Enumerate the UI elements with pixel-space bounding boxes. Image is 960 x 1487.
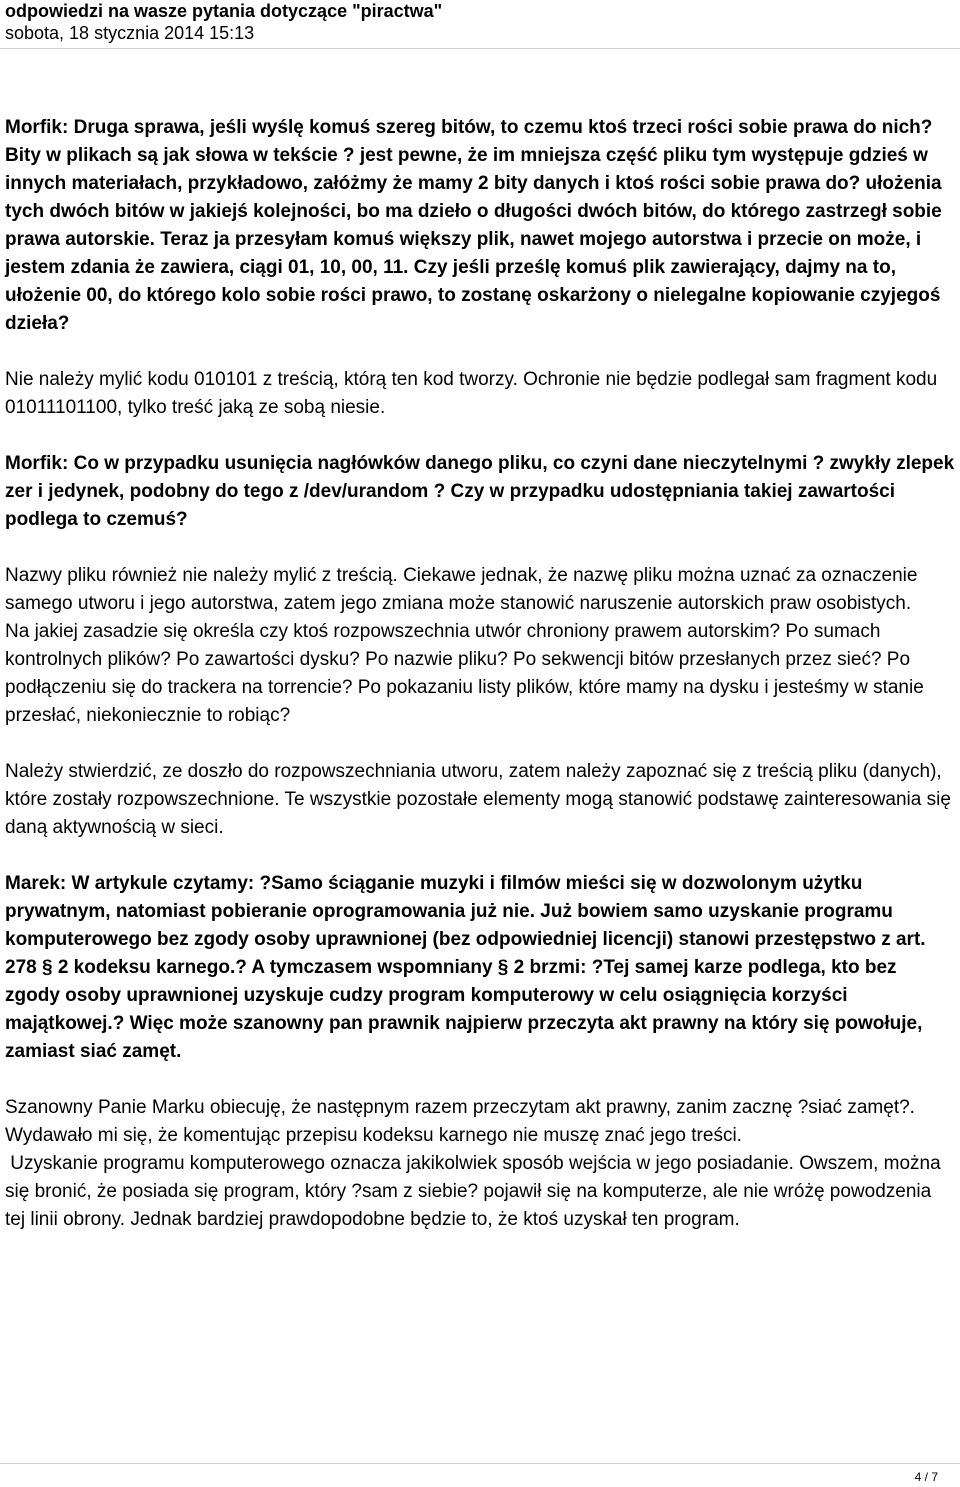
- paragraph-gap: [5, 842, 955, 870]
- paragraph-answer-3: Należy stwierdzić, ze doszło do rozpowszechniania utworu, zatem należy zapoznać się z treścią pliku (danych), które zostały rozpowszechnione. Te wszystkie pozostałe elementy mogą stanowić podstawę zainteresowania się daną aktywnością w sieci.: [5, 761, 957, 838]
- document-body: [5, 114, 960, 1234]
- paragraph-question-3: Marek: W artykule czytamy: ?Samo ściąganie muzyki i filmów mieści się w dozwolonym użytku prywatnym, natomiast pobieranie oprogramowania już nie. Już bowiem samo uzyskanie programu komputerowego bez zgody osoby uprawnionej (bez odpowiedniej licencji) stanowi przestępstwo z art. 278 § 2 kodeksu karnego.? A tymczasem wspomniany § 2 brzmi: ?Tej samej karze podlega, kto bez zgody osoby uprawnionej uzyskuje cudzy program komputerowy w celu osiągnięcia korzyści majątkowej.? Więc może szanowny pan prawnik najpierw przeczyta akt prawny na który się powołuje, zamiast siać zamęt.: [5, 873, 931, 1062]
- paragraph-gap: [5, 1066, 955, 1094]
- paragraph-answer-4: Szanowny Panie Marku obiecuję, że następnym razem przeczytam akt prawny, zanim zacznę ?siać zamęt?. Wydawało mi się, że komentując przepisu kodeksu karnego nie muszę znać jego treści. Uzyskanie programu komputerowego oznacza jakikolwiek sposób wejścia w jego posiadanie. Owszem, można się bronić, że posiada się program, który ?sam z siebie? pojawił się na komputerze, ale nie wróżę powodzenia tej linii obrony. Jednak bardziej prawdopodobne będzie to, że ktoś uzyskał ten program.: [5, 1097, 941, 1230]
- paragraph-question-1: Morfik: Druga sprawa, jeśli wyślę komuś szereg bitów, to czemu ktoś trzeci rości sobie prawa do nich? Bity w plikach są jak słowa w tekście ? jest pewne, że im mniejsza część pliku tym występuje gdzieś w innych materiałach, przykładowo, załóżmy że mamy 2 bity danych i ktoś rości sobie prawa do? ułożenia tych dwóch bitów w jakiejś kolejności, bo ma dzieło o długości dwóch bitów, do którego zastrzegł sobie prawa autorskie. Teraz ja przesyłam komuś większy plik, nawet mojego autorstwa i przecie on może, i jestem zdania że zawiera, ciągi 01, 10, 00, 11. Czy jeśli prześlę komuś plik zawierający, dajmy na to, ułożenie 00, do którego kolo sobie rości prawo, to zostanę oskarżony o nielegalne kopiowanie czyjegoś dzieła?: [5, 117, 948, 334]
- footer-divider: [0, 1463, 960, 1464]
- paragraph-answer-2: Nazwy pliku również nie należy mylić z treścią. Ciekawe jednak, że nazwę pliku można uznać za oznaczenie samego utworu i jego autorstwa, zatem jego zmiana może stanowić naruszenie autorskich praw osobistych. Na jakiej zasadzie się określa czy ktoś rozpowszechnia utwór chroniony prawem autorskim? Po sumach kontrolnych plików? Po zawartości dysku? Po nazwie pliku? Po sekwencji bitów przesłanych przez sieć? Po podłączeniu się do trackera na torrencie? Po pokazaniu listy plików, które mamy na dysku i jesteśmy w stanie przesłać, niekoniecznie to robiąc?: [5, 565, 924, 726]
- paragraph-answer-1: Nie należy mylić kodu 010101 z treścią, którą ten kod tworzy. Ochronie nie będzie podlegał sam fragment kodu 01011101100, tylko treść jaką ze sobą niesie.: [5, 369, 943, 418]
- paragraph-gap: [5, 422, 955, 450]
- document-header: [5, 0, 955, 44]
- paragraph-gap: [5, 534, 955, 562]
- header-divider: [0, 48, 960, 49]
- paragraph-gap: [5, 338, 955, 366]
- paragraph-question-2: Morfik: Co w przypadku usunięcia nagłówków danego pliku, co czyni dane nieczytelnymi ? zwykły zlepek zer i jedynek, podobny do tego z /dev/urandom ? Czy w przypadku udostępniania takiej zawartości podlega to czemuś?: [5, 453, 960, 530]
- document-title: odpowiedzi na wasze pytania dotyczące "piractwa": [5, 1, 443, 21]
- page-number: 4 / 7: [914, 1470, 938, 1484]
- paragraph-gap: [5, 730, 955, 758]
- document-date: sobota, 18 stycznia 2014 15:13: [5, 23, 255, 43]
